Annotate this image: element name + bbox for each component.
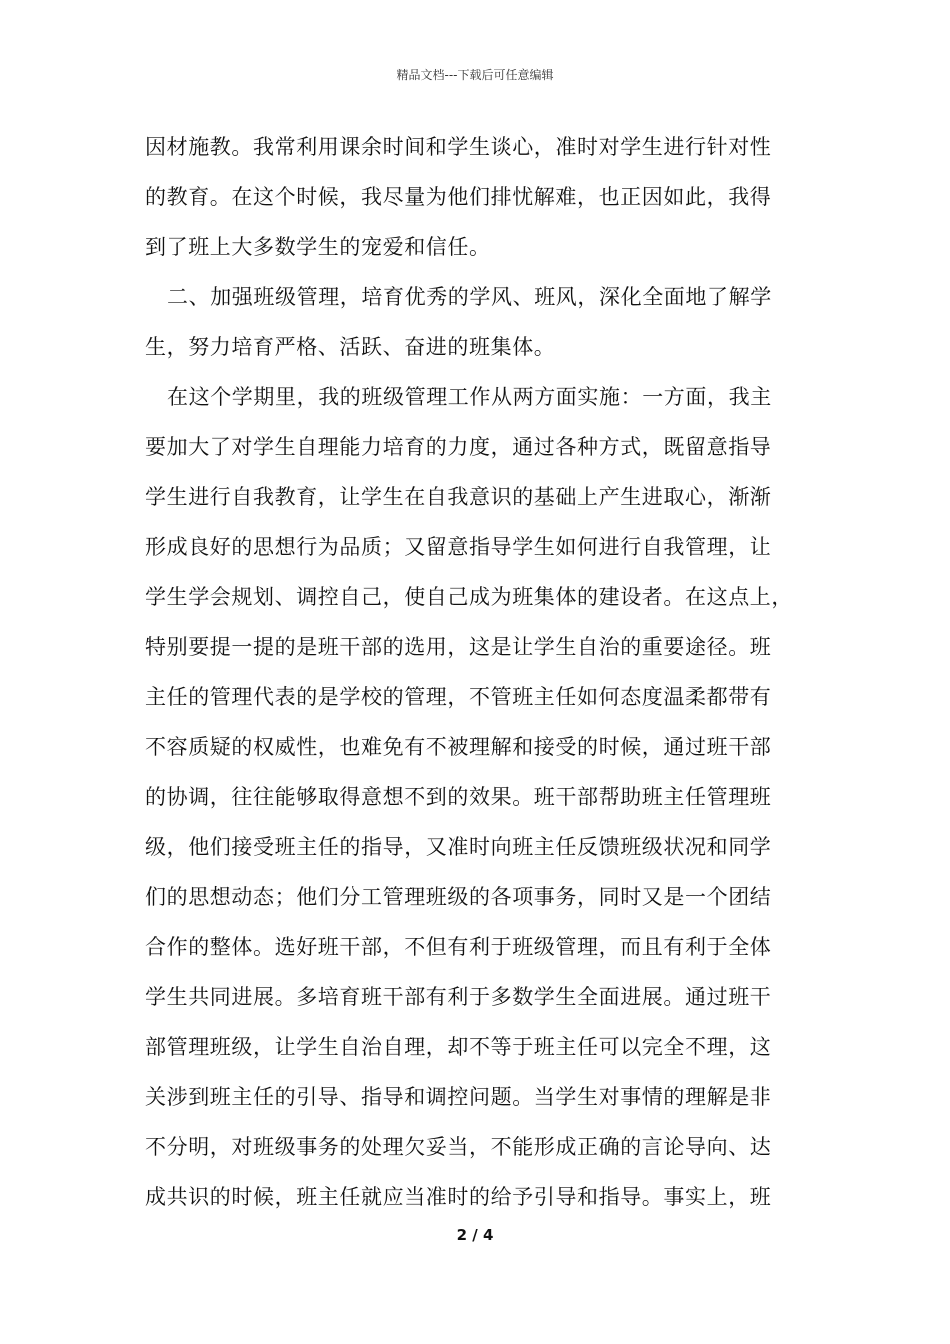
text-line: 到了班上大多数学生的宠爱和信任。 [145,235,491,259]
text-line: 合作的整体。选好班干部，不但有利于班级管理，而且有利于全体 [145,935,772,959]
text-line: 成共识的时候，班主任就应当准时的给予引导和指导。事实上，班 [145,1185,772,1209]
text-line: 不容质疑的权威性，也难免有不被理解和接受的时候，通过班干部 [145,735,772,759]
text-line: 级，他们接受班主任的指导，又准时向班主任反馈班级状况和同学 [145,835,772,859]
text-line: 二、加强班级管理，培育优秀的学风、班风，深化全面地了解学 [167,285,772,309]
text-line: 不分明，对班级事务的处理欠妥当，不能形成正确的言论导向、达 [145,1135,772,1159]
text-line: 部管理班级，让学生自治自理，却不等于班主任可以完全不理，这 [145,1035,772,1059]
text-line: 的协调，往往能够取得意想不到的效果。班干部帮助班主任管理班 [145,785,772,809]
text-line: 们的思想动态；他们分工管理班级的各项事务，同时又是一个团结 [145,885,772,909]
body-text [145,122,825,1222]
text-line: 因材施教。我常利用课余时间和学生谈心，准时对学生进行针对性 [145,135,772,159]
text-line: 关涉到班主任的引导、指导和调控问题。当学生对事情的理解是非 [145,1085,772,1109]
text-line: 学生学会规划、调控自己，使自己成为班集体的建设者。在这点上， [145,585,793,609]
text-line: 形成良好的思想行为品质；又留意指导学生如何进行自我管理，让 [145,535,772,559]
text-line: 学生共同进展。多培育班干部有利于多数学生全面进展。通过班干 [145,985,772,1009]
text-line: 主任的管理代表的是学校的管理，不管班主任如何态度温柔都带有 [145,685,772,709]
page-number: 2 / 4 [456,1226,494,1244]
text-line: 特别要提一提的是班干部的选用，这是让学生自治的重要途径。班 [145,635,772,659]
text-line: 在这个学期里，我的班级管理工作从两方面实施：一方面，我主 [167,385,772,409]
text-line: 要加大了对学生自理能力培育的力度，通过各种方式，既留意指导 [145,435,772,459]
text-line: 的教育。在这个时候，我尽量为他们排忧解难，也正因如此，我得 [145,185,772,209]
text-line: 生，努力培育严格、活跃、奋进的班集体。 [145,335,556,359]
page-header: 精品文档---下载后可任意编辑 [396,68,554,82]
text-line: 学生进行自我教育，让学生在自我意识的基础上产生进取心，渐渐 [145,485,772,509]
